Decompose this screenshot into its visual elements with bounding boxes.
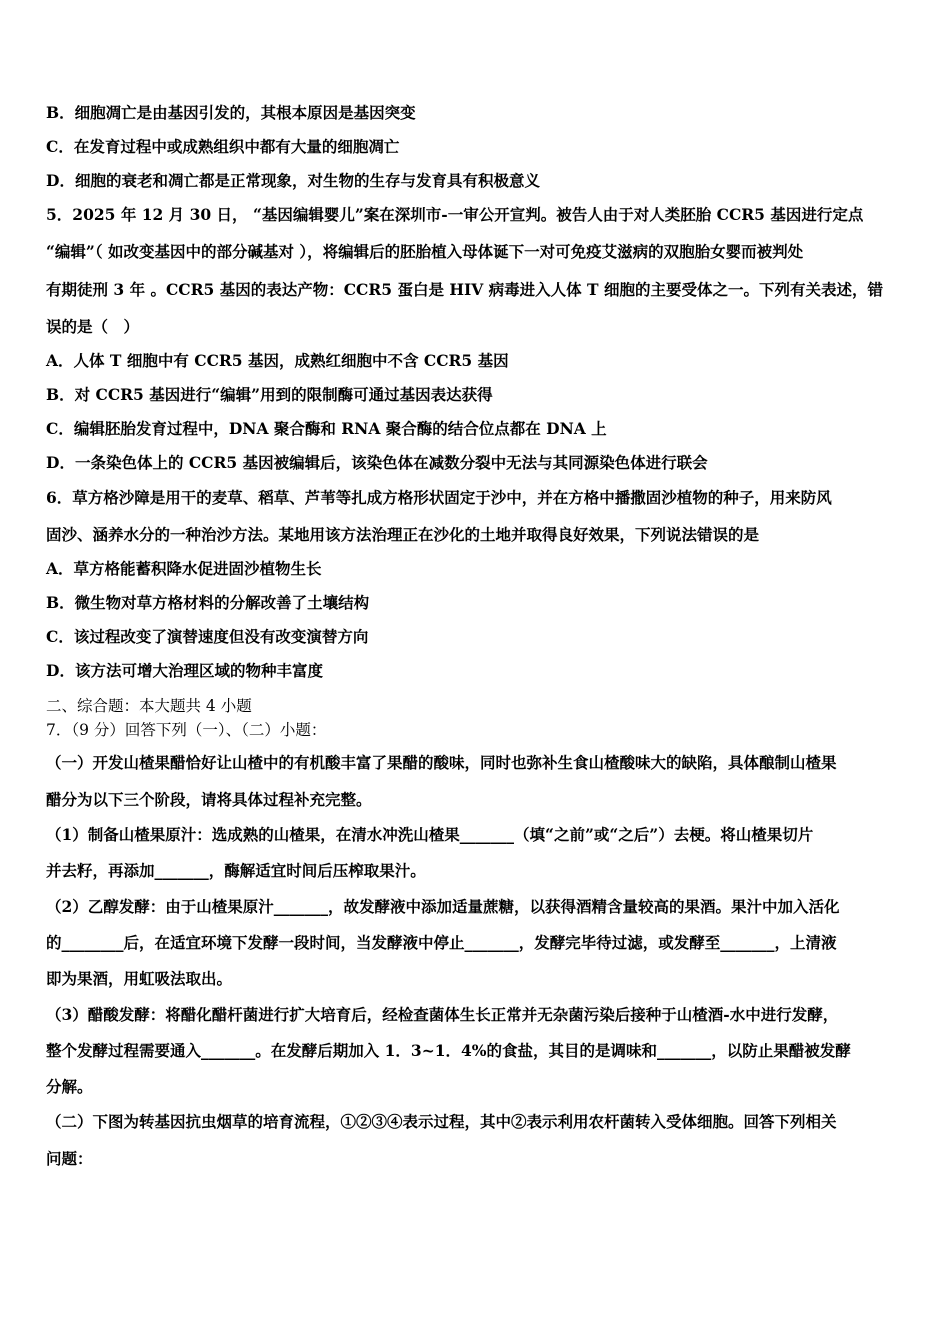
text-line: 7．（9 分）回答下列（一）、（二）小题： (46, 721, 327, 739)
text-line: A．草方格能蓄积降水促进固沙植物生长 (46, 559, 322, 578)
text-line: （1）制备山楂果原汁：选成熟的山楂果，在清水冲洗山楂果_______（填“之前”或“之后”）去梗。将山楂果切片 (46, 825, 814, 844)
text-line: C．编辑胚胎发育过程中，DNA 聚合酶和 RNA 聚合酶的结合位点都在 DNA 上 (46, 419, 607, 438)
text-line: （一）开发山楂果醋恰好让山楂中的有机酸丰富了果醋的酸味，同时也弥补生食山楂酸味大的缺陷，具体酿制山楂果 (46, 753, 837, 772)
text-line: 的________后，在适宜环境下发酵一段时间，当发酵液中停止_______，发酵完毕待过滤，或发酵至_______，上清液 (46, 933, 837, 952)
text-line: “编辑”（ 如改变基因中的部分碱基对 ），将编辑后的胚胎植入母体诞下一对可免疫艾滋病的双胞胎女婴而被判处 (46, 242, 804, 261)
text-line: B．细胞凋亡是由基因引发的，其根本原因是基因突变 (46, 103, 416, 122)
text-line: 问题： (46, 1149, 93, 1168)
text-line: 醋分为以下三个阶段，请将具体过程补充完整。 (46, 790, 372, 809)
text-line: 误的是（ ） (46, 317, 140, 336)
text-line: B．对 CCR5 基因进行“编辑”用到的限制酶可通过基因表达获得 (46, 385, 493, 404)
text-line: 6．草方格沙障是用干的麦草、稻草、芦苇等扎成方格形状固定于沙中，并在方格中播撒固沙植物的种子，用来防风 (46, 488, 832, 507)
text-line: （2）乙醇发酵：由于山楂果原汁_______，故发酵液中添加适量蔗糖，以获得酒精含量较高的果酒。果汁中加入活化 (46, 897, 840, 916)
text-line: A．人体 T 细胞中有 CCR5 基因，成熟红细胞中不含 CCR5 基因 (46, 351, 509, 370)
text-line: 固沙、涵养水分的一种治沙方法。某地用该方法治理正在沙化的土地并取得良好效果，下列说法错误的是 (46, 525, 760, 544)
text-line: 有期徒刑 3 年 。CCR5 基因的表达产物：CCR5 蛋白是 HIV 病毒进入人体 T 细胞的主要受体之一。下列有关表述，错 (46, 280, 883, 299)
text-line: 即为果酒，用虹吸法取出。 (46, 969, 233, 988)
text-line: 5．2025 年 12 月 30 日， “基因编辑婴儿”案在深圳市-一审公开宣判。被告人由于对人类胚胎 CCR5 基因进行定点 (46, 205, 864, 224)
text-line: 并去籽，再添加_______，酶解适宜时间后压榨取果汁。 (46, 861, 426, 880)
text-line: 整个发酵过程需要通入_______。在发酵后期加入 1．3~1．4%的食盐，其目的是调味和_______，以防止果醋被发酵 (46, 1041, 851, 1060)
text-line: 二、综合题：本大题共 4 小题 (46, 697, 252, 715)
text-line: C．在发育过程中或成熟组织中都有大量的细胞凋亡 (46, 137, 400, 156)
text-line: D．该方法可增大治理区域的物种丰富度 (46, 661, 323, 680)
text-line: （3）醋酸发酵：将醋化醋杆菌进行扩大培育后，经检查菌体生长正常并无杂菌污染后接种于山楂酒-水中进行发酵， (46, 1005, 839, 1024)
text-line: D．一条染色体上的 CCR5 基因被编辑后，该染色体在减数分裂中无法与其同源染色体进行联会 (46, 453, 708, 472)
text-line: D．细胞的衰老和凋亡都是正常现象，对生物的生存与发育具有积极意义 (46, 171, 540, 190)
text-line: 分解。 (46, 1077, 93, 1096)
text-line: B．微生物对草方格材料的分解改善了土壤结构 (46, 593, 370, 612)
text-line: C．该过程改变了演替速度但没有改变演替方向 (46, 627, 369, 646)
text-line: （二）下图为转基因抗虫烟草的培育流程，①②③④表示过程，其中②表示利用农杆菌转入受体细胞。回答下列相关 (46, 1112, 837, 1131)
